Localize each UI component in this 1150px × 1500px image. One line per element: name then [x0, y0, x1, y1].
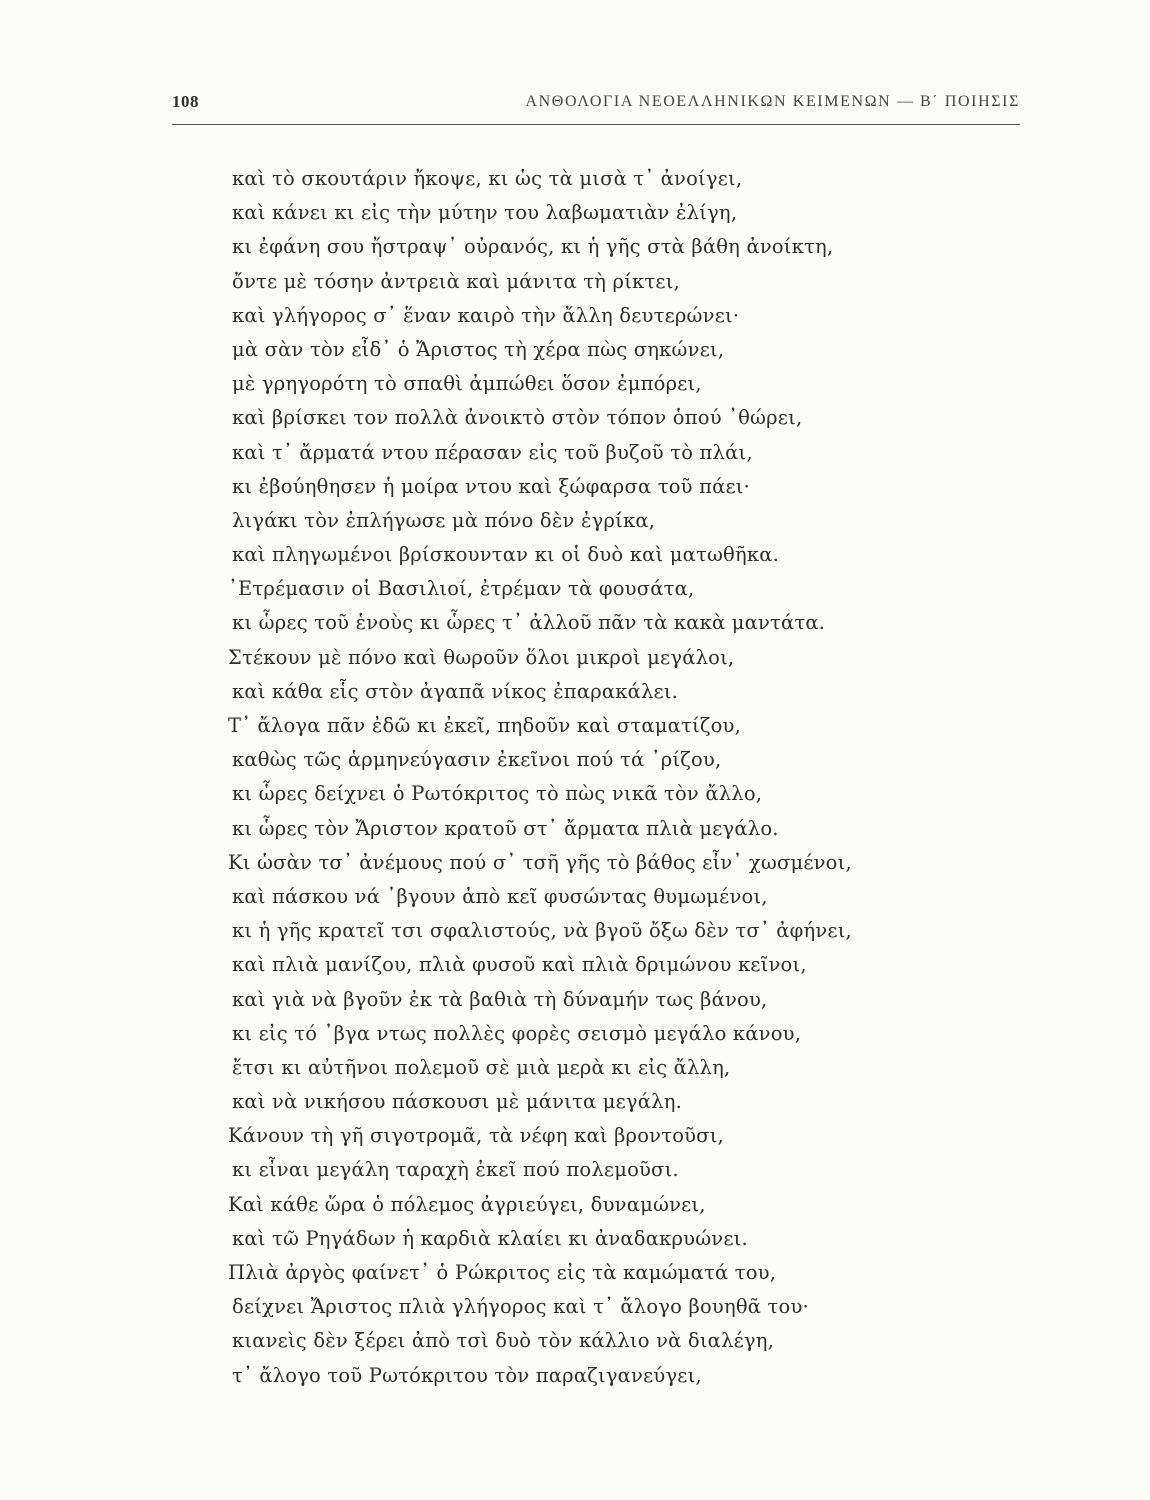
verse-line: κιανεὶς δὲν ξέρει ἀπὸ τσὶ δυὸ τὸν κάλλιο νὰ διαλέγη,	[232, 1329, 775, 1353]
verse-line: Στέκουν μὲ πόνο καὶ θωροῦν ὅλοι μικροὶ μεγάλοι,	[228, 645, 735, 669]
verse-line: κι ὧρες τοῦ ἑνοὺς κι ὧρες τ᾽ ἀλλοῦ πᾶν τὰ κακὰ μαντάτα.	[232, 611, 826, 635]
verse-line: ᾽Ετρέμασιν οἱ Βασιλιοί, ἐτρέμαν τὰ φουσάτα,	[228, 577, 695, 601]
verse-line: καὶ πλιὰ μανίζου, πλιὰ φυσοῦ καὶ πλιὰ δριμώνου κεῖνοι,	[232, 953, 807, 977]
page-number: 108	[172, 92, 199, 111]
verse-line: λιγάκι τὸν ἐπλήγωσε μὰ πόνο δὲν ἐγρίκα,	[232, 508, 656, 532]
verse-line: κι ὧρες τὸν Ἄριστον κρατοῦ στ᾽ ἄρματα πλιὰ μεγάλο.	[232, 816, 779, 840]
verse-line: Κι ὡσὰν τσ᾽ ἀνέμους πού σ᾽ τσῆ γῆς τὸ βάθος εἶν᾽ χωσμένοι,	[228, 850, 852, 874]
verse-line: Κάνουν τὴ γῆ σιγοτρομᾶ, τὰ νέφη καὶ βροντοῦσι,	[228, 1124, 724, 1148]
verse-line: καὶ τῶ Ρηγάδων ἡ καρδιὰ κλαίει κι ἀναδακρυώνει.	[232, 1226, 748, 1250]
poem-text	[228, 162, 992, 1393]
verse-line: Τ᾽ ἄλογα πᾶν ἐδῶ κι ἐκεῖ, πηδοῦν καὶ σταματίζου,	[228, 714, 742, 737]
verse-line: κι εἰς τό ᾽βγα ντως πολλὲς φορὲς σεισμὸ μεγάλο κάνου,	[232, 1021, 802, 1045]
verse-line: κι ἐφάνη σου ἤστραψ᾽ οὐρανός, κι ἡ γῆς στὰ βάθη ἀνοίκτη,	[232, 235, 834, 259]
verse-line: ἔτσι κι αὐτῆνοι πολεμοῦ σὲ μιὰ μερὰ κι εἰς ἄλλη,	[232, 1055, 731, 1079]
verse-line: καὶ νὰ νικήσου πάσκουσι μὲ μάνιτα μεγάλη.	[232, 1090, 682, 1114]
verse-line: ὄντε μὲ τόσην ἀντρειὰ καὶ μάνιτα τὴ ρίκτει,	[232, 269, 680, 293]
verse-line: μὲ γρηγορότη τὸ σπαθὶ ἀμπώθει ὅσον ἐμπόρει,	[232, 372, 702, 396]
header-rule	[172, 124, 1020, 125]
verse-line: καὶ κάνει κι εἰς τὴν μύτην του λαβωματιὰν ἐλίγη,	[232, 201, 738, 225]
verse-line: καθὼς τῶς ἁρμηνεύγασιν ἐκεῖνοι πού τά ᾽ρίζου,	[232, 748, 722, 772]
verse-line: μὰ σὰν τὸν εἶδ᾽ ὁ Ἄριστος τὴ χέρα πὼς σηκώνει,	[232, 337, 725, 361]
verse-line: κι εἶναι μεγάλη ταραχὴ ἐκεῖ πού πολεμοῦσι.	[232, 1158, 679, 1182]
running-title: ΑΝΘΟΛΟΓΙΑ ΝΕΟΕΛΛΗΝΙΚΩΝ ΚΕΙΜΕΝΩΝ — Β΄ ΠΟΙΗΣΙΣ	[525, 93, 1020, 110]
verse-line: καὶ τὸ σκουτάριν ἤκοψε, κι ὡς τὰ μισὰ τ᾽ ἀνοίγει,	[232, 167, 743, 190]
page-header	[172, 92, 1020, 122]
verse-line: καὶ βρίσκει τον πολλὰ ἀνοικτὸ στὸν τόπον ὁπού ᾽θώρει,	[232, 406, 803, 430]
verse-line: κι ὧρες δείχνει ὁ Ρωτόκριτος τὸ πὼς νικᾶ τὸν ἄλλο,	[232, 782, 763, 806]
verse-line: τ᾽ ἄλογο τοῦ Ρωτόκριτου τὸν παραζιγανεύγει,	[232, 1363, 702, 1387]
verse-line: Πλιὰ ἀργὸς φαίνετ᾽ ὁ Ρώκριτος εἰς τὰ καμώματά του,	[228, 1261, 777, 1284]
verse-line: καὶ κάθα εἷς στὸν ἀγαπᾶ νίκος ἐπαρακάλει.	[232, 679, 679, 703]
verse-line: καὶ γιὰ νὰ βγοῦν ἐκ τὰ βαθιὰ τὴ δύναμήν τως βάνου,	[232, 987, 768, 1011]
verse-line: καὶ πληγωμένοι βρίσκουνταν κι οἱ δυὸ καὶ ματωθῆκα.	[232, 543, 780, 567]
verse-line: καὶ πάσκου νά ᾽βγουν ἀπὸ κεῖ φυσώντας θυμωμένοι,	[232, 884, 768, 908]
verse-line: κι ἐβούηθησεν ἡ μοίρα ντου καὶ ξώφαρσα τοῦ πάει·	[232, 474, 751, 498]
verse-line: δείχνει Ἄριστος πλιὰ γλήγορος καὶ τ᾽ ἄλογο βουηθᾶ του·	[232, 1295, 809, 1319]
verse-line: Καὶ κάθε ὥρα ὁ πόλεμος ἀγριεύγει, δυναμώνει,	[228, 1192, 706, 1216]
verse-line: καὶ γλήγορος σ᾽ ἕναν καιρὸ τὴν ἄλλη δευτερώνει·	[232, 303, 740, 327]
verse-line: κι ἡ γῆς κρατεῖ τσι σφαλιστούς, νὰ βγοῦ ὄξω δὲν τσ᾽ ἀφήνει,	[232, 919, 852, 943]
verse-line: καὶ τ᾽ ἄρματά ντου πέρασαν εἰς τοῦ βυζοῦ τὸ πλάι,	[232, 440, 753, 464]
